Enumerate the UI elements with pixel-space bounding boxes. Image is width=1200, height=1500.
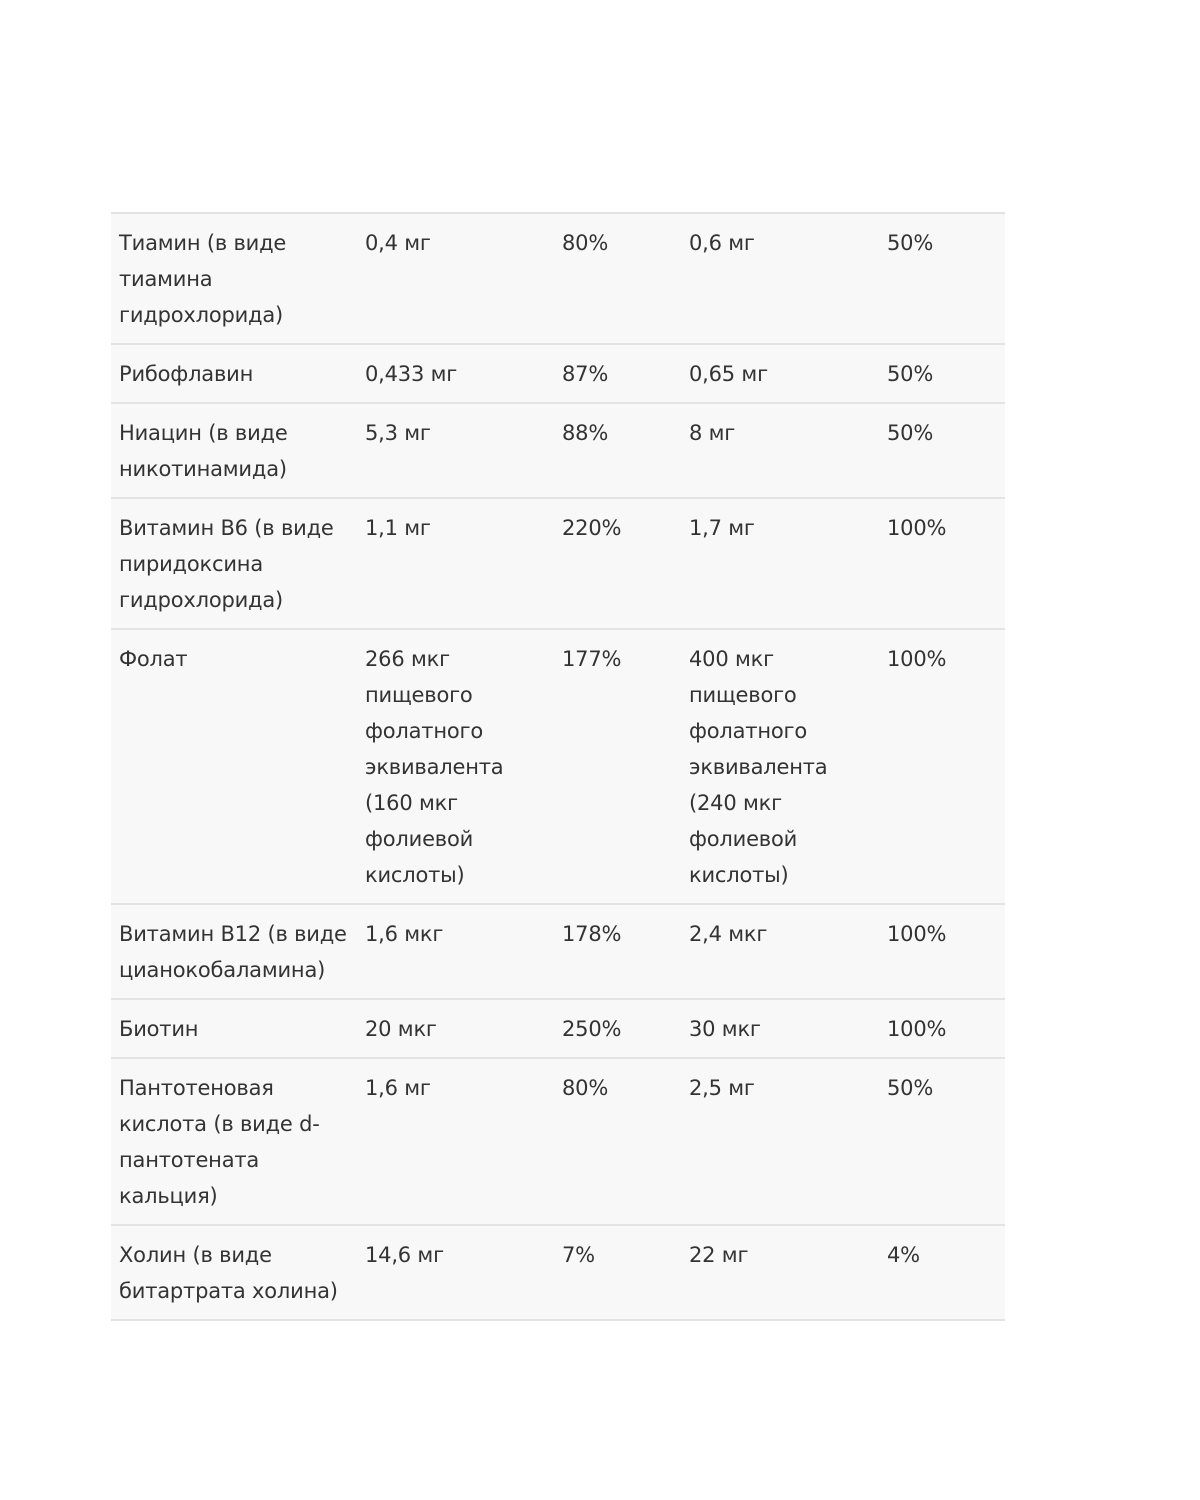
daily-value-percent: 87%	[554, 344, 681, 403]
daily-value-percent-2: 100%	[879, 904, 1005, 999]
amount-value: 1,6 мг	[357, 1058, 554, 1225]
amount-value: 14,6 мг	[357, 1225, 554, 1320]
amount-value: 0,4 мг	[357, 213, 554, 344]
amount-value-2: 22 мг	[681, 1225, 879, 1320]
nutrient-name: Витамин B12 (в виде цианокобаламина)	[111, 904, 357, 999]
daily-value-percent: 220%	[554, 498, 681, 629]
daily-value-percent-2: 100%	[879, 629, 1005, 904]
table-row	[111, 1225, 1005, 1320]
daily-value-percent-2: 50%	[879, 344, 1005, 403]
amount-value-2: 30 мкг	[681, 999, 879, 1058]
table-row	[111, 498, 1005, 629]
nutrient-name: Пантотеновая кислота (в виде d-пантотената кальция)	[111, 1058, 357, 1225]
daily-value-percent: 80%	[554, 213, 681, 344]
amount-value-2: 0,6 мг	[681, 213, 879, 344]
amount-value-2: 1,7 мг	[681, 498, 879, 629]
nutrient-name: Витамин B6 (в виде пиридоксина гидрохлорида)	[111, 498, 357, 629]
amount-value: 1,6 мкг	[357, 904, 554, 999]
nutrition-table	[111, 212, 1005, 1321]
daily-value-percent-2: 50%	[879, 1058, 1005, 1225]
daily-value-percent: 250%	[554, 999, 681, 1058]
nutrient-name: Фолат	[111, 629, 357, 904]
nutrient-name: Ниацин (в виде никотинамида)	[111, 403, 357, 498]
amount-value-2: 0,65 мг	[681, 344, 879, 403]
amount-value: 266 мкг пищевого фолатного эквивалента (160 мкг фолиевой кислоты)	[357, 629, 554, 904]
daily-value-percent-2: 100%	[879, 999, 1005, 1058]
daily-value-percent: 177%	[554, 629, 681, 904]
table-row	[111, 999, 1005, 1058]
amount-value-2: 400 мкг пищевого фолатного эквивалента (240 мкг фолиевой кислоты)	[681, 629, 879, 904]
table-row	[111, 213, 1005, 344]
amount-value-2: 2,4 мкг	[681, 904, 879, 999]
amount-value: 1,1 мг	[357, 498, 554, 629]
daily-value-percent-2: 50%	[879, 213, 1005, 344]
daily-value-percent: 88%	[554, 403, 681, 498]
table-row	[111, 629, 1005, 904]
nutrient-name: Рибофлавин	[111, 344, 357, 403]
daily-value-percent-2: 100%	[879, 498, 1005, 629]
daily-value-percent: 80%	[554, 1058, 681, 1225]
nutrient-name: Биотин	[111, 999, 357, 1058]
amount-value: 5,3 мг	[357, 403, 554, 498]
daily-value-percent-2: 50%	[879, 403, 1005, 498]
table-row	[111, 1058, 1005, 1225]
nutrient-name: Тиамин (в виде тиамина гидрохлорида)	[111, 213, 357, 344]
daily-value-percent: 178%	[554, 904, 681, 999]
table-row	[111, 904, 1005, 999]
daily-value-percent-2: 4%	[879, 1225, 1005, 1320]
daily-value-percent: 7%	[554, 1225, 681, 1320]
nutrient-name: Холин (в виде битартрата холина)	[111, 1225, 357, 1320]
amount-value: 20 мкг	[357, 999, 554, 1058]
table-row	[111, 344, 1005, 403]
amount-value-2: 8 мг	[681, 403, 879, 498]
table-row	[111, 403, 1005, 498]
amount-value-2: 2,5 мг	[681, 1058, 879, 1225]
amount-value: 0,433 мг	[357, 344, 554, 403]
